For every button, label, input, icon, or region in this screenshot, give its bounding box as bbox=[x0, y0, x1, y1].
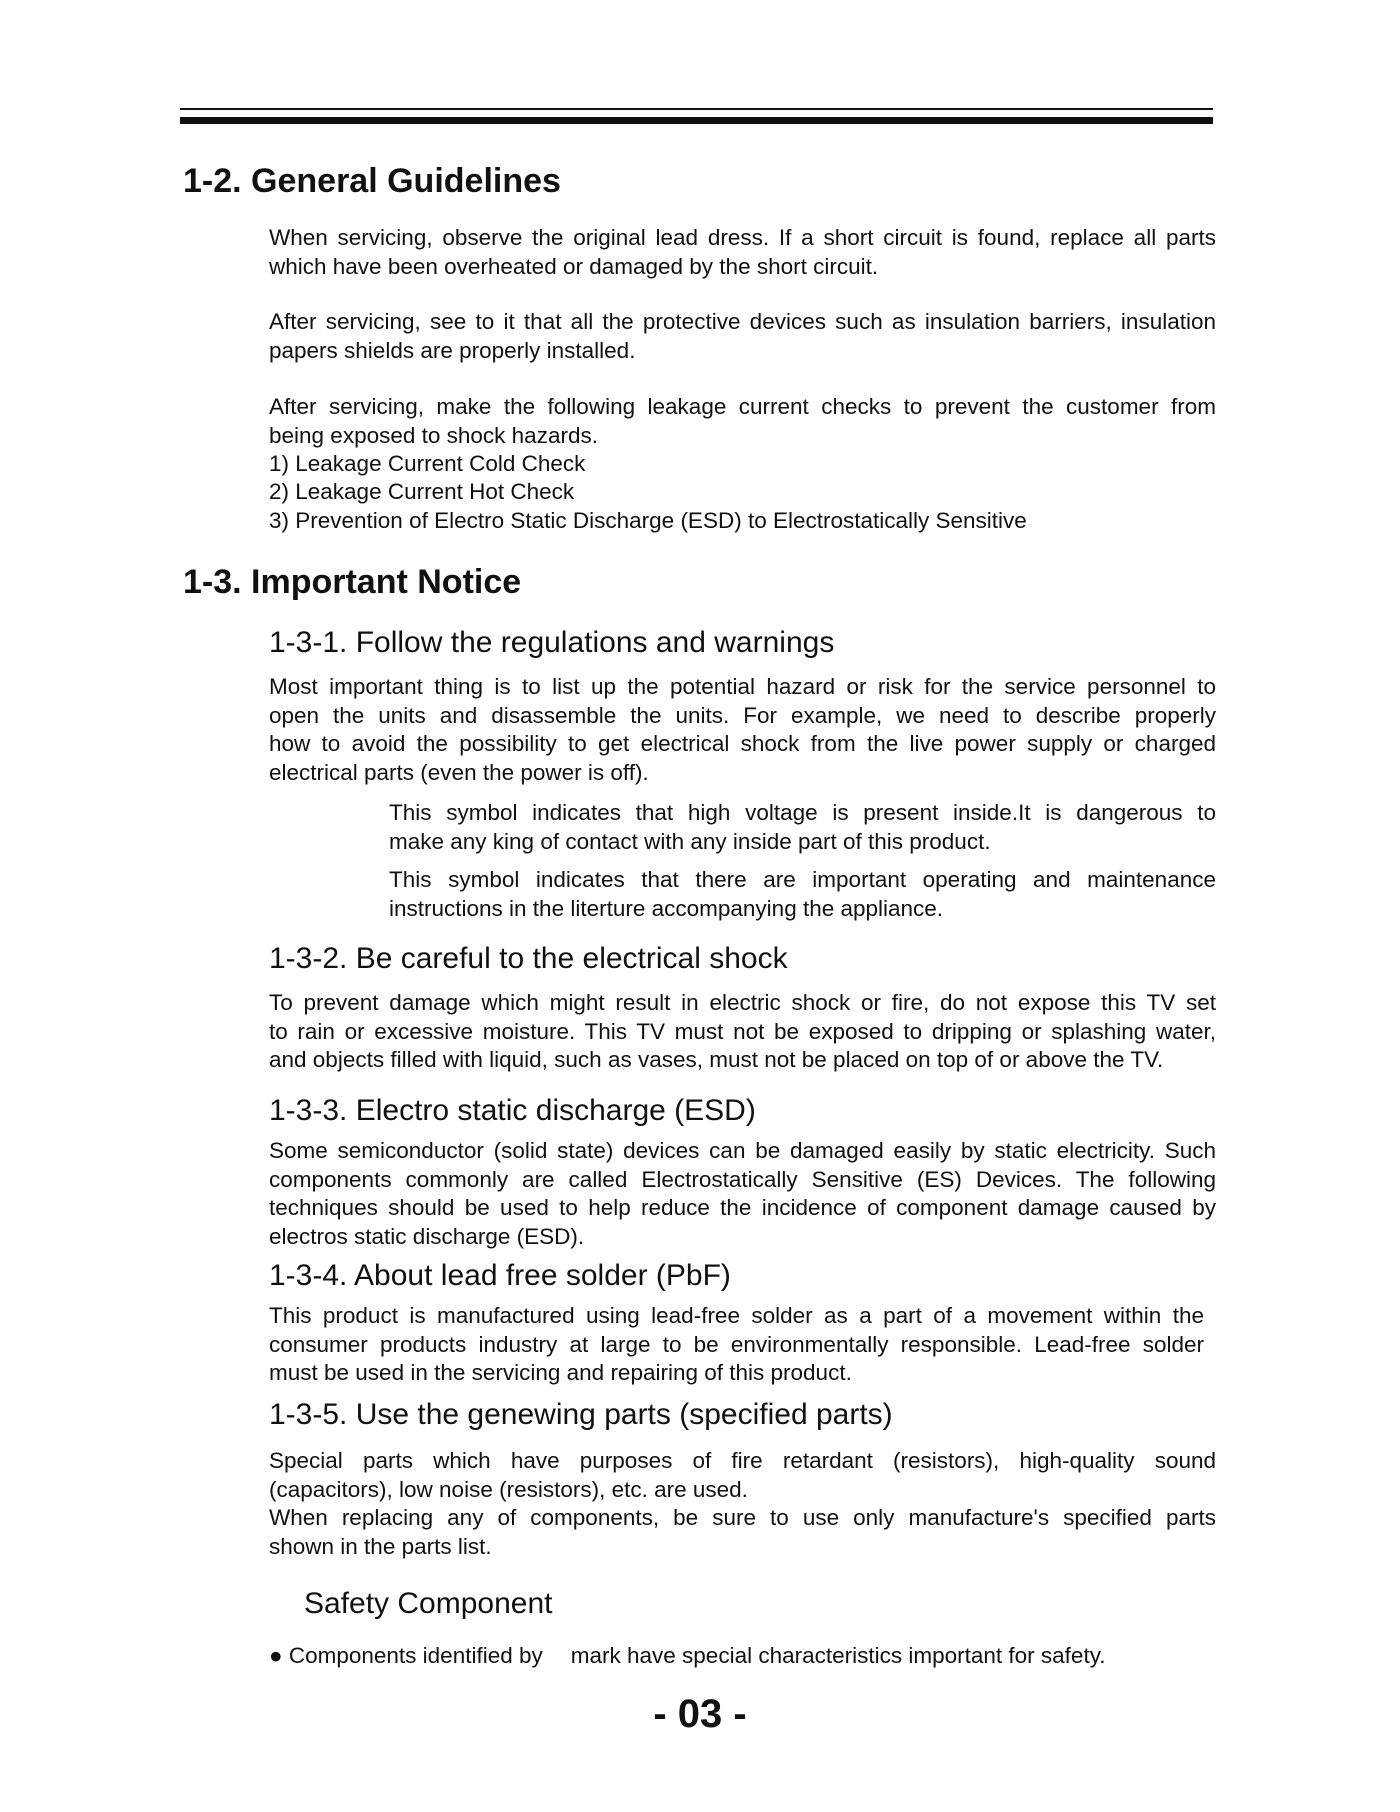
paragraph-protective-devices bbox=[269, 308, 1216, 365]
subheading-specified-parts: 1-3-5. Use the genewing parts (specified parts) bbox=[269, 1398, 893, 1431]
list-item-hot-check: 2) Leakage Current Hot Check bbox=[269, 479, 575, 504]
subheading-safety-component: Safety Component bbox=[304, 1587, 553, 1620]
page-number: - 03 - bbox=[653, 1692, 747, 1736]
section-heading-general-guidelines: 1-2. General Guidelines bbox=[183, 162, 561, 200]
text-line: to rain or excessive moisture. This TV must not be exposed to dripping or splashing water, bbox=[269, 1018, 1216, 1044]
header-rule-thick bbox=[180, 117, 1213, 124]
text-line: and objects filled with liquid, such as vases, must not be placed on top of or above the TV. bbox=[269, 1047, 1164, 1072]
subheading-lead-free-solder: 1-3-4. About lead free solder (PbF) bbox=[269, 1259, 731, 1292]
text-line: being exposed to shock hazards. bbox=[269, 422, 598, 448]
text-line: When replacing any of components, be sure to use only manufacture's specified parts bbox=[269, 1505, 1216, 1530]
paragraph-lead-free-solder bbox=[269, 1302, 1204, 1388]
text-line: This symbol indicates that high voltage is present inside.It is dangerous to bbox=[389, 800, 1216, 825]
paragraph-esd bbox=[269, 1137, 1216, 1251]
text-line: After servicing, see to it that all the protective devices such as insulation barriers, insulation bbox=[269, 309, 1216, 334]
text-line: To prevent damage which might result in electric shock or fire, do not expose this TV set bbox=[269, 990, 1216, 1015]
paragraph-instructions-symbol bbox=[389, 866, 1216, 923]
text-line: open the units and disassemble the units. For example, we need to describe properly bbox=[269, 702, 1216, 728]
text-line: Some semiconductor (solid state) devices can be damaged easily by static electricity. Such bbox=[269, 1138, 1216, 1163]
text-line: must be used in the servicing and repairing of this product. bbox=[269, 1360, 852, 1385]
header-rule-thin bbox=[180, 108, 1213, 110]
paragraph-high-voltage-symbol bbox=[389, 799, 1216, 856]
text-line: consumer products industry at large to be environmentally responsible. Lead-free solder bbox=[269, 1331, 1204, 1357]
text-line: papers shields are properly installed. bbox=[269, 337, 636, 363]
list-item-esd-prevention: 3) Prevention of Electro Static Discharge (ESD) to Electrostatically Sensitive bbox=[269, 508, 1027, 533]
text-line: (capacitors), low noise (resistors), etc. are used. bbox=[269, 1476, 748, 1502]
text-line: electros static discharge (ESD). bbox=[269, 1223, 585, 1249]
text-line: Most important thing is to list up the potential hazard or risk for the service personnel to bbox=[269, 674, 1216, 699]
section-heading-important-notice: 1-3. Important Notice bbox=[183, 563, 522, 601]
text-line: After servicing, make the following leakage current checks to prevent the customer from bbox=[269, 394, 1216, 419]
text-line: how to avoid the possibility to get electrical shock from the live power supply or charged bbox=[269, 731, 1216, 756]
text-line: which have been overheated or damaged by the short circuit. bbox=[269, 253, 879, 279]
subheading-esd: 1-3-3. Electro static discharge (ESD) bbox=[269, 1094, 756, 1127]
text-line: This product is manufactured using lead-free solder as a part of a movement within the bbox=[269, 1303, 1204, 1328]
text-line: Special parts which have purposes of fire retardant (resistors), high-quality sound bbox=[269, 1448, 1216, 1473]
text-line: electrical parts (even the power is off). bbox=[269, 759, 649, 785]
paragraph-specified-parts bbox=[269, 1447, 1216, 1561]
text-line: make any king of contact with any inside part of this product. bbox=[389, 828, 991, 854]
text-line: shown in the parts list. bbox=[269, 1533, 492, 1559]
paragraph-regulations bbox=[269, 673, 1216, 787]
paragraph-leakage-checks bbox=[269, 393, 1216, 450]
list-item-cold-check: 1) Leakage Current Cold Check bbox=[269, 451, 586, 476]
safety-bullet-text: ● Components identified by bbox=[269, 1643, 543, 1668]
paragraph-lead-dress bbox=[269, 224, 1216, 281]
safety-bullet bbox=[269, 1642, 1106, 1671]
text-line: This symbol indicates that there are important operating and maintenance bbox=[389, 867, 1216, 892]
paragraph-electrical-shock bbox=[269, 989, 1216, 1075]
safety-bullet-tail: mark have special characteristics important for safety. bbox=[570, 1643, 1106, 1668]
text-line: instructions in the literture accompanying the appliance. bbox=[389, 895, 944, 921]
text-line: When servicing, observe the original lead dress. If a short circuit is found, replace all parts bbox=[269, 225, 1216, 250]
text-line: techniques should be used to help reduce the incidence of component damage caused by bbox=[269, 1195, 1216, 1220]
subheading-regulations: 1-3-1. Follow the regulations and warnings bbox=[269, 626, 835, 659]
text-line: components commonly are called Electrostatically Sensitive (ES) Devices. The following bbox=[269, 1166, 1216, 1192]
subheading-electrical-shock: 1-3-2. Be careful to the electrical shock bbox=[269, 942, 788, 975]
